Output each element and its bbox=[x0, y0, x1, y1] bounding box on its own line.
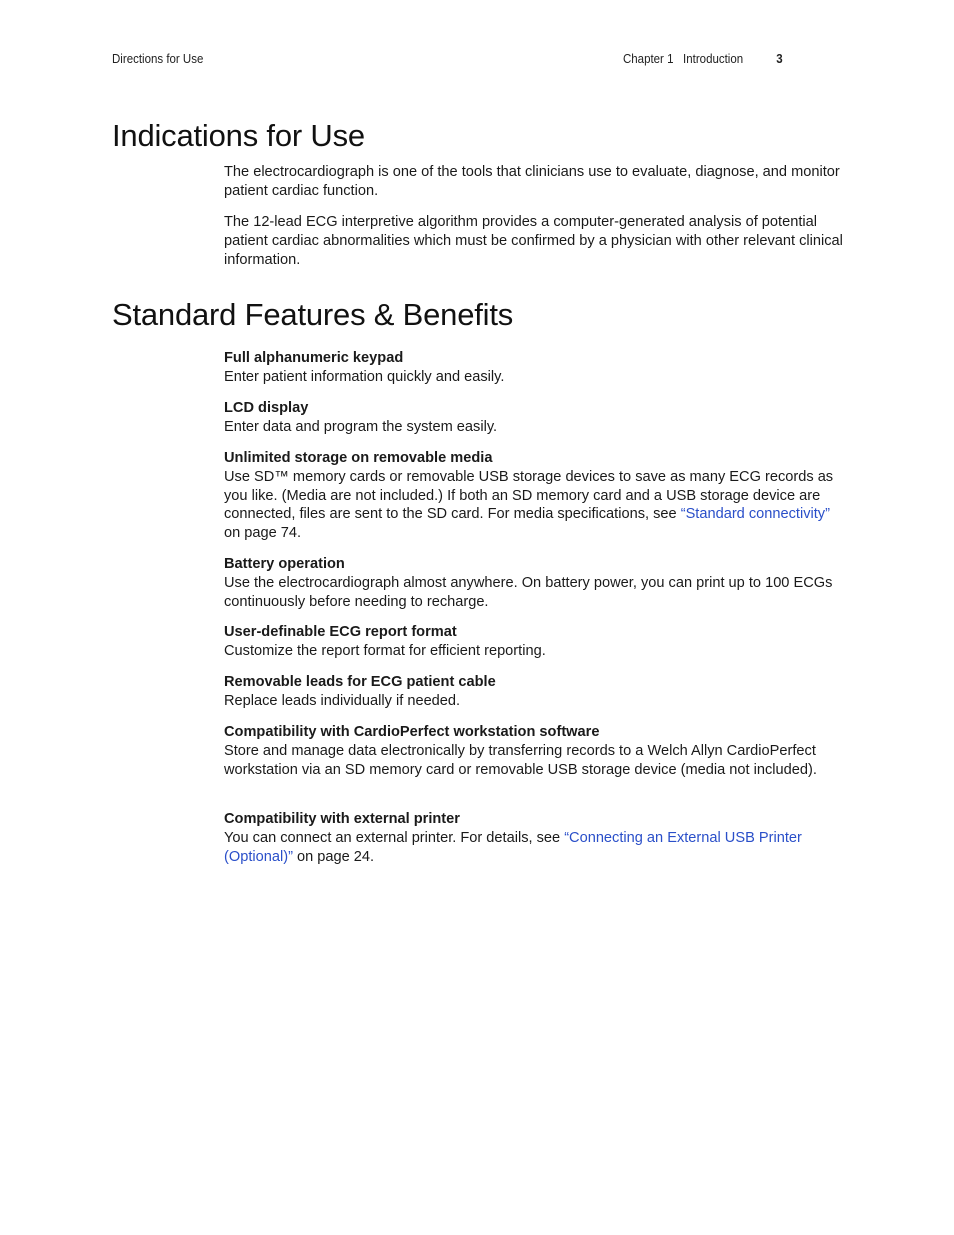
indications-text-2: The 12-lead ECG interpretive algorithm provides a computer-generated analysis of potential patient cardiac abnormalities which must be confirmed by a physician with other relevant clinical information. bbox=[224, 214, 843, 268]
feature-title: LCD display bbox=[224, 400, 309, 416]
feature-item-cardioperfect bbox=[224, 723, 844, 779]
feature-text: Use SD™ memory cards or removable USB storage devices to save as many ECG records as you like. (Media are not included.) If both an SD memory card and a USB storage device are connected, files are sent to the SD card. For media specifications, see bbox=[224, 468, 834, 523]
header-chapter-info bbox=[623, 52, 783, 66]
features-heading: Standard Features & Benefits bbox=[112, 297, 514, 332]
feature-item-battery bbox=[224, 555, 844, 611]
feature-title: Compatibility with CardioPerfect workstation software bbox=[224, 724, 600, 740]
external-printer-link[interactable]: “Connecting an External USB Printer (Optional)” bbox=[224, 829, 802, 865]
feature-text: You can connect an external printer. For details, see bbox=[224, 829, 565, 846]
feature-title: Removable leads for ECG patient cable bbox=[224, 674, 496, 690]
feature-description: Enter data and program the system easily. bbox=[224, 418, 498, 435]
feature-page-ref: on page 24. bbox=[292, 848, 375, 865]
feature-title: Compatibility with external printer bbox=[224, 811, 460, 827]
feature-item-report-format bbox=[224, 623, 844, 661]
feature-description bbox=[224, 468, 844, 543]
feature-item-keypad bbox=[224, 349, 844, 387]
feature-item-external-printer bbox=[224, 810, 844, 866]
indications-paragraph-2 bbox=[224, 213, 844, 269]
standard-connectivity-link[interactable]: “Standard connectivity” bbox=[680, 506, 830, 523]
feature-title: Full alphanumeric keypad bbox=[224, 350, 404, 366]
feature-description: Store and manage data electronically by transferring records to a Welch Allyn CardioPerfect workstation via an SD memory card or removable USB storage device (media not included). bbox=[224, 742, 817, 778]
feature-title: Battery operation bbox=[224, 556, 345, 572]
feature-item-removable-leads bbox=[224, 673, 844, 711]
feature-description bbox=[224, 829, 844, 867]
feature-description: Use the electrocardiograph almost anywhere. On battery power, you can print up to 100 ECGs continuously before needing to recharge. bbox=[224, 574, 833, 610]
indications-text-1: The electrocardiograph is one of the tools that clinicians use to evaluate, diagnose, and monitor patient cardiac function. bbox=[224, 164, 840, 199]
header-page-number: 3 bbox=[776, 52, 783, 66]
feature-description: Enter patient information quickly and easily. bbox=[224, 368, 505, 385]
indications-paragraph-1 bbox=[224, 163, 844, 201]
feature-title: User-definable ECG report format bbox=[224, 624, 457, 640]
feature-page-ref: on page 74. bbox=[224, 525, 302, 542]
indications-heading: Indications for Use bbox=[112, 118, 365, 153]
running-header bbox=[112, 52, 783, 70]
feature-item-lcd bbox=[224, 399, 844, 437]
header-document-title: Directions for Use bbox=[112, 52, 204, 66]
header-chapter: Chapter 1 Introduction bbox=[622, 52, 744, 66]
feature-item-storage bbox=[224, 449, 844, 543]
feature-description: Replace leads individually if needed. bbox=[224, 692, 461, 709]
feature-title: Unlimited storage on removable media bbox=[224, 450, 493, 466]
feature-description: Customize the report format for efficient reporting. bbox=[224, 642, 546, 659]
